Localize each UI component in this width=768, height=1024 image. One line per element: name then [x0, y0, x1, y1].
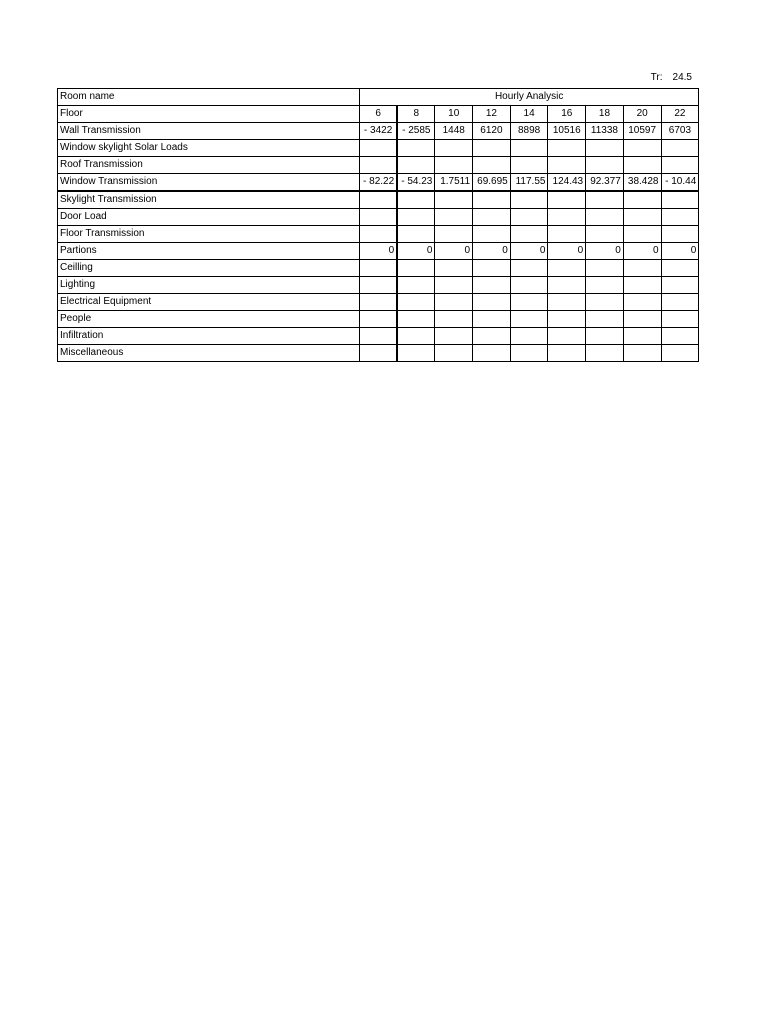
row-cell: - 54.23 [397, 174, 435, 192]
row-cell [548, 277, 586, 294]
row-cell [510, 209, 548, 226]
table-row [58, 209, 699, 226]
hour-header: 8 [397, 106, 435, 123]
row-cell [435, 260, 473, 277]
row-cell [473, 311, 511, 328]
row-cell [548, 311, 586, 328]
row-cell [435, 140, 473, 157]
row-cell [661, 191, 699, 209]
row-cell [473, 209, 511, 226]
row-cell [548, 345, 586, 362]
hour-header: 10 [435, 106, 473, 123]
row-cell: - 2585 [397, 123, 435, 140]
row-cell: 6703 [661, 123, 699, 140]
row-cell: 0 [510, 243, 548, 260]
row-cell [435, 209, 473, 226]
row-label: Window skylight Solar Loads [58, 140, 360, 157]
row-cell [586, 311, 624, 328]
row-cell [473, 191, 511, 209]
row-cell [548, 140, 586, 157]
row-cell [623, 260, 661, 277]
row-cell [623, 140, 661, 157]
row-cell [473, 260, 511, 277]
hour-header: 14 [510, 106, 548, 123]
row-cell [360, 311, 398, 328]
row-cell [435, 191, 473, 209]
row-cell [661, 277, 699, 294]
row-cell [435, 345, 473, 362]
row-cell [397, 328, 435, 345]
row-cell: 1448 [435, 123, 473, 140]
row-cell [586, 345, 624, 362]
row-cell: 0 [435, 243, 473, 260]
row-cell [548, 260, 586, 277]
row-cell [623, 345, 661, 362]
row-label: Skylight Transmission [58, 191, 360, 209]
room-name-label: Room name [58, 89, 360, 106]
row-cell [623, 209, 661, 226]
row-label: Infiltration [58, 328, 360, 345]
row-cell [473, 294, 511, 311]
row-cell [435, 226, 473, 243]
row-cell [360, 140, 398, 157]
row-label: Window Transmission [58, 174, 360, 192]
row-cell [586, 294, 624, 311]
table-row [58, 260, 699, 277]
row-cell [623, 328, 661, 345]
row-cell [586, 191, 624, 209]
row-cell: 38.428 [623, 174, 661, 192]
row-cell [435, 277, 473, 294]
row-cell [510, 191, 548, 209]
row-cell [473, 157, 511, 174]
row-cell [397, 157, 435, 174]
row-cell [473, 345, 511, 362]
row-cell [586, 260, 624, 277]
row-cell [510, 328, 548, 345]
hour-header: 20 [623, 106, 661, 123]
row-cell: 8898 [510, 123, 548, 140]
row-cell: 10516 [548, 123, 586, 140]
row-cell [510, 140, 548, 157]
row-cell [473, 328, 511, 345]
hour-header: 22 [661, 106, 699, 123]
row-cell: 10597 [623, 123, 661, 140]
row-cell [586, 277, 624, 294]
row-cell: 0 [548, 243, 586, 260]
hour-header: 6 [360, 106, 398, 123]
row-cell [510, 277, 548, 294]
row-cell [548, 226, 586, 243]
row-cell [623, 226, 661, 243]
row-cell: 0 [586, 243, 624, 260]
row-cell [397, 311, 435, 328]
row-cell [623, 191, 661, 209]
row-cell [360, 226, 398, 243]
table-row [58, 123, 699, 140]
row-cell [548, 294, 586, 311]
row-cell [661, 226, 699, 243]
row-cell: - 3422 [360, 123, 398, 140]
row-cell: 92.377 [586, 174, 624, 192]
row-cell [360, 209, 398, 226]
header-row-room [58, 89, 699, 106]
row-cell [586, 226, 624, 243]
table-row [58, 243, 699, 260]
row-cell [661, 157, 699, 174]
row-cell [435, 294, 473, 311]
table-row [58, 277, 699, 294]
row-cell [360, 277, 398, 294]
row-label: Door Load [58, 209, 360, 226]
table-body [58, 89, 699, 362]
row-cell [586, 157, 624, 174]
tr-line [600, 71, 692, 85]
row-cell [397, 191, 435, 209]
row-cell [548, 209, 586, 226]
row-label: Lighting [58, 277, 360, 294]
table-row [58, 157, 699, 174]
row-cell [586, 209, 624, 226]
row-label: Roof Transmission [58, 157, 360, 174]
row-cell: 11338 [586, 123, 624, 140]
row-cell [623, 294, 661, 311]
header-row-floor [58, 106, 699, 123]
row-label: Partions [58, 243, 360, 260]
table-row [58, 345, 699, 362]
table-row [58, 140, 699, 157]
row-cell [360, 328, 398, 345]
row-cell [661, 260, 699, 277]
row-cell [510, 260, 548, 277]
row-cell [661, 345, 699, 362]
tr-label: Tr: [650, 72, 663, 83]
row-label: Floor Transmission [58, 226, 360, 243]
row-cell [510, 157, 548, 174]
row-label: Electrical Equipment [58, 294, 360, 311]
row-cell [510, 226, 548, 243]
row-cell [435, 328, 473, 345]
row-cell [473, 226, 511, 243]
row-cell [360, 294, 398, 311]
hour-header: 16 [548, 106, 586, 123]
row-cell [661, 328, 699, 345]
row-cell [435, 311, 473, 328]
row-cell [360, 345, 398, 362]
row-cell [397, 226, 435, 243]
row-cell [473, 140, 511, 157]
row-cell: 1.7511 [435, 174, 473, 192]
hourly-analysis-header: Hourly Analysic [360, 89, 699, 106]
row-cell [510, 345, 548, 362]
row-cell [510, 294, 548, 311]
row-cell [661, 294, 699, 311]
row-label: Ceilling [58, 260, 360, 277]
row-cell [661, 209, 699, 226]
row-cell: 0 [360, 243, 398, 260]
row-label: People [58, 311, 360, 328]
row-cell: 69.695 [473, 174, 511, 192]
row-cell [623, 157, 661, 174]
floor-label: Floor [58, 106, 360, 123]
table-row [58, 294, 699, 311]
row-cell [397, 140, 435, 157]
row-cell: - 82.22 [360, 174, 398, 192]
hour-header: 18 [586, 106, 624, 123]
table-row [58, 191, 699, 209]
row-cell [510, 311, 548, 328]
row-cell [397, 209, 435, 226]
table-row [58, 174, 699, 192]
row-cell [661, 140, 699, 157]
row-cell [473, 277, 511, 294]
row-cell [397, 260, 435, 277]
row-cell [360, 191, 398, 209]
row-cell [397, 345, 435, 362]
row-label: Miscellaneous [58, 345, 360, 362]
row-cell [623, 311, 661, 328]
row-cell: 0 [623, 243, 661, 260]
row-cell [586, 328, 624, 345]
hourly-analysis-table [57, 88, 699, 362]
table-row [58, 226, 699, 243]
row-cell [623, 277, 661, 294]
row-cell: 124.43 [548, 174, 586, 192]
row-cell [548, 191, 586, 209]
row-cell [586, 140, 624, 157]
row-cell [661, 311, 699, 328]
row-cell: - 10.44 [661, 174, 699, 192]
row-cell: 6120 [473, 123, 511, 140]
row-cell [548, 328, 586, 345]
row-cell [360, 260, 398, 277]
row-cell [435, 157, 473, 174]
hour-header: 12 [473, 106, 511, 123]
row-cell: 0 [473, 243, 511, 260]
tr-value: 24.5 [672, 72, 692, 83]
table-row [58, 328, 699, 345]
table-row [58, 311, 699, 328]
row-cell: 0 [661, 243, 699, 260]
row-cell: 117.55 [510, 174, 548, 192]
row-cell [397, 294, 435, 311]
row-cell [397, 277, 435, 294]
row-label: Wall Transmission [58, 123, 360, 140]
row-cell: 0 [397, 243, 435, 260]
row-cell [360, 157, 398, 174]
row-cell [548, 157, 586, 174]
